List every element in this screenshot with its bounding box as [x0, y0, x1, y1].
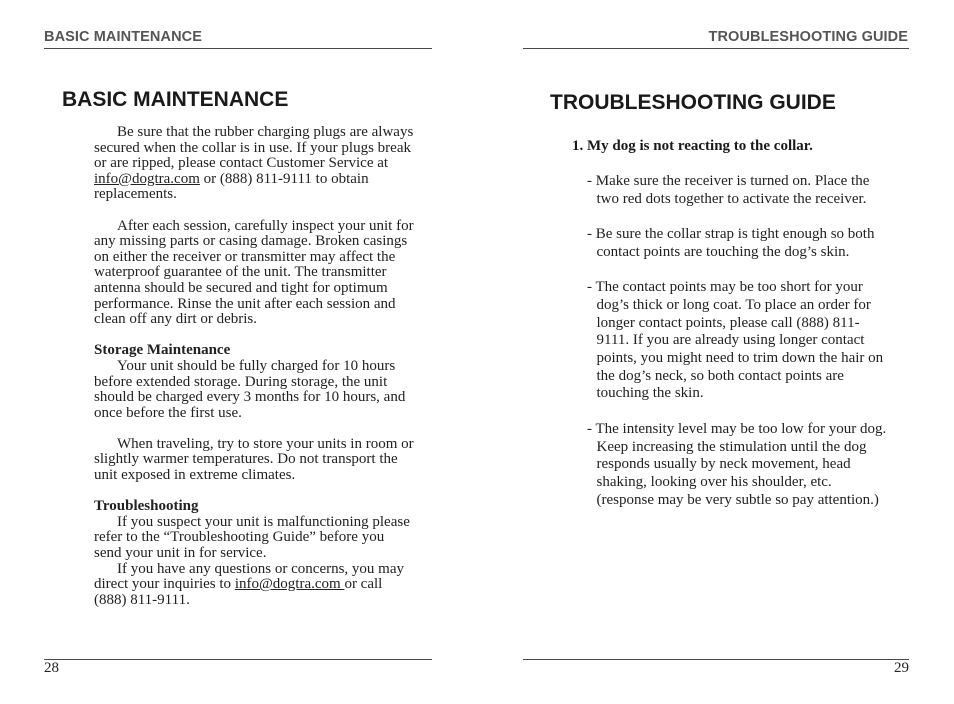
maintenance-text [94, 125, 414, 608]
paragraph-text: Be sure that the rubber charging plugs are always secured when the collar is in use. If your plugs break or are ripped, please contact Customer Service at [94, 124, 414, 172]
paragraph-text: or call (888) 811-9111. [94, 576, 383, 608]
running-header: BASIC MAINTENANCE [44, 29, 202, 45]
tip-item: - Be sure the collar strap is tight enough so both contact points are touching the dog’s skin. [587, 226, 875, 260]
tips-list [587, 173, 887, 509]
footer-rule [44, 659, 432, 660]
header-rule [44, 48, 432, 49]
troubleshooting-paragraph: If you suspect your unit is malfunctioning please refer to the “Troubleshooting Guide” before you send your unit in for service. [94, 513, 410, 562]
inspection-paragraph: After each session, carefully inspect your unit for any missing parts or casing damage. Broken casings on either the receiver or transmitter may affect the waterproof guarantee of the unit. The transmitter antenna should be secured and tight for optimum performance. Rinse the unit after each session and clean off any dirt or debris. [94, 217, 414, 328]
question-heading: 1. My dog is not reacting to the collar. [572, 138, 813, 154]
right-page [477, 0, 954, 704]
email-link[interactable]: info@dogtra.com [94, 170, 200, 187]
page-number: 29 [894, 660, 909, 676]
traveling-paragraph: When traveling, try to store your units in room or slightly warmer temperatures. Do not transport the unit exposed in extreme climates. [94, 435, 414, 484]
troubleshooting-heading: Troubleshooting [94, 498, 199, 515]
page-title: TROUBLESHOOTING GUIDE [550, 91, 836, 114]
tip-item: - The contact points may be too short for your dog’s thick or long coat. To place an order for longer contact points, please call (888) 811-9111. If you are already using longer contact points, you might need to trim down the hair on the dog’s neck, so both contact points are touching the skin. [587, 279, 884, 402]
storage-paragraph: Your unit should be fully charged for 10 hours before extended storage. During storage, the unit should be charged every 3 months for 10 hours, and once before the first use. [94, 357, 406, 421]
paragraph-text: If you have any questions or concerns, you may direct your inquiries to [94, 560, 405, 593]
footer-rule [523, 659, 909, 660]
paragraph-text: or (888) 811-9111 to obtain replacements. [94, 170, 369, 203]
header-rule [523, 48, 909, 49]
email-link[interactable]: info@dogtra.com [234, 576, 345, 593]
page-number: 28 [44, 660, 59, 676]
running-header: TROUBLESHOOTING GUIDE [708, 29, 908, 45]
storage-heading: Storage Maintenance [94, 342, 231, 359]
tip-item: - Make sure the receiver is turned on. Place the two red dots together to activate the receiver. [587, 173, 870, 207]
tip-item: - The intensity level may be too low for your dog. Keep increasing the stimulation until the dog responds usually by neck movement, head shaking, looking over his shoulder, etc. (response may be very subtle so pay attention.) [587, 420, 887, 508]
page-title: BASIC MAINTENANCE [62, 88, 289, 111]
contact-paragraph [94, 562, 414, 609]
charging-plugs-paragraph [94, 125, 414, 203]
